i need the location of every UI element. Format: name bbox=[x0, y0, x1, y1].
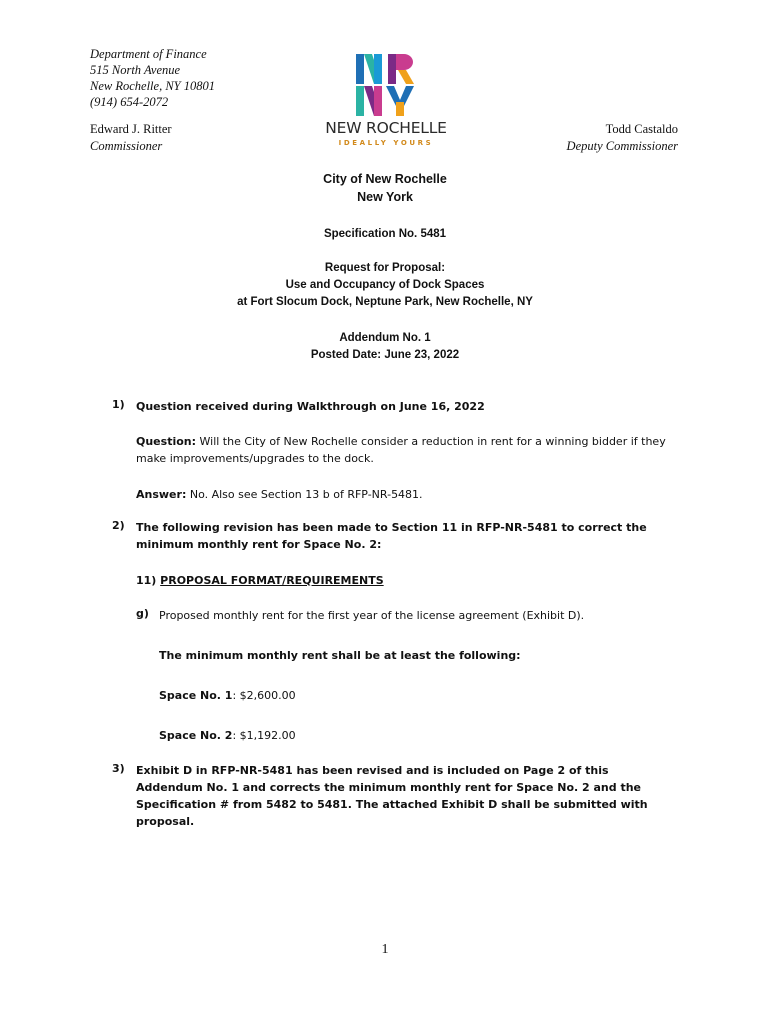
item-2-heading: The following revision has been made to Section 11 in RFP-NR-5481 to correct the minimum monthly rent for Space No. 2: bbox=[136, 521, 647, 551]
specification-number: Specification No. 5481 bbox=[323, 228, 447, 240]
section-number: 11) bbox=[136, 574, 161, 587]
commissioner-name: Edward J. Ritter bbox=[90, 122, 172, 136]
space-1-value: : $2,600.00 bbox=[232, 689, 296, 702]
space-2-rent bbox=[159, 727, 659, 744]
section-title: PROPOSAL FORMAT/REQUIREMENTS bbox=[160, 574, 384, 587]
space-2-value: : $1,192.00 bbox=[232, 729, 296, 742]
item-3-number: 3) bbox=[112, 762, 125, 775]
section-11-heading bbox=[136, 572, 676, 589]
item-1-question bbox=[136, 433, 676, 467]
deputy-name: Todd Castaldo bbox=[605, 122, 678, 136]
posted-date: Posted Date: June 23, 2022 bbox=[310, 349, 460, 361]
minimum-rent-statement: The minimum monthly rent shall be at least the following: bbox=[159, 649, 521, 662]
space-2-label: Space No. 2 bbox=[159, 729, 233, 742]
addendum-number: Addendum No. 1 bbox=[339, 332, 431, 344]
g-text: Proposed monthly rent for the first year of the license agreement (Exhibit D). bbox=[159, 609, 585, 622]
item-2-number: 2) bbox=[112, 519, 125, 532]
logo-tagline: IDEALLY YOURS bbox=[338, 139, 434, 147]
commissioner-title: Commissioner bbox=[90, 139, 163, 153]
street-address: 515 North Avenue bbox=[90, 63, 181, 77]
g-label: g) bbox=[136, 607, 149, 620]
city-title: City of New Rochelle bbox=[323, 172, 447, 186]
space-1-rent bbox=[159, 687, 659, 704]
question-label: Question: bbox=[136, 435, 197, 448]
department-name: Department of Finance bbox=[90, 47, 207, 61]
item-3-text: Exhibit D in RFP-NR-5481 has been revised and is included on Page 2 of this Addendum No. 1 and corrects the minimum monthly rent for Space No. 2 and the Specification # from 5482 to 5481. The attached Exhibit D shall be submitted with proposal. bbox=[136, 764, 648, 828]
state-title: New York bbox=[357, 190, 413, 204]
nrny-monogram-icon bbox=[318, 52, 454, 118]
space-1-label: Space No. 1 bbox=[159, 689, 233, 702]
deputy-title: Deputy Commissioner bbox=[566, 139, 678, 153]
deputy-commissioner-block bbox=[567, 121, 678, 155]
phone-number: (914) 654-2072 bbox=[90, 95, 169, 109]
page-number: 1 bbox=[381, 942, 389, 957]
question-text: Will the City of New Rochelle consider a reduction in rent for a winning bidder if they make improvements/upgrades to the dock. bbox=[136, 435, 666, 465]
rfp-line-2: at Fort Slocum Dock, Neptune Park, New Rochelle, NY bbox=[237, 296, 533, 308]
commissioner-block bbox=[90, 121, 172, 155]
rfp-line-1: Use and Occupancy of Dock Spaces bbox=[285, 279, 485, 291]
new-rochelle-logo bbox=[318, 52, 454, 152]
department-address bbox=[90, 46, 215, 110]
item-1-number: 1) bbox=[112, 398, 125, 411]
city-state-zip: New Rochelle, NY 10801 bbox=[90, 79, 215, 93]
logo-wordmark: NEW ROCHELLE bbox=[325, 119, 447, 137]
item-1-heading: Question received during Walkthrough on June 16, 2022 bbox=[136, 400, 485, 413]
answer-label: Answer: bbox=[136, 488, 187, 501]
answer-text: No. Also see Section 13 b of RFP-NR-5481. bbox=[186, 488, 423, 501]
rfp-label: Request for Proposal: bbox=[324, 262, 446, 274]
item-1-answer bbox=[136, 486, 676, 503]
